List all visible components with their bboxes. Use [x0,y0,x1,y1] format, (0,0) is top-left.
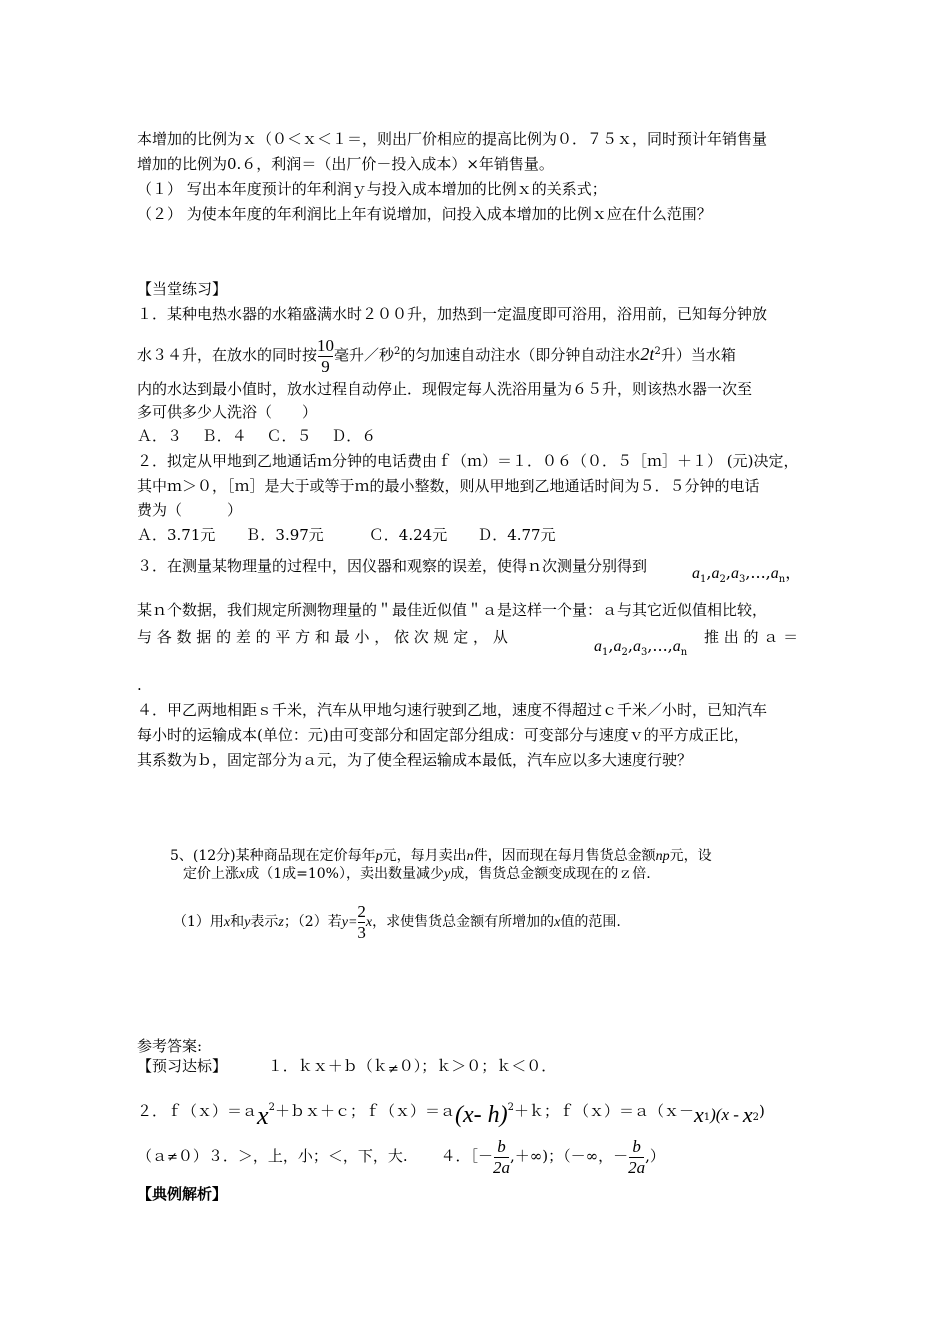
neq-symbol: ≠ [387,1062,399,1077]
text-line: 本增加的比例为ｘ（０＜ｘ＜１＝，则出厂价相应的提高比例为０．７５ｘ，同时预计年销售量 [137,130,768,148]
q5-line [173,891,621,954]
superscript: 2 [507,1102,514,1113]
answers-line [137,1056,556,1080]
answer-text: ,＋∞)；（－∞，－ [510,1147,629,1165]
answers-line [137,1092,765,1134]
fraction-numerator: 10 [317,335,335,355]
q5-text: ；（2）若 [283,914,342,930]
var-n: n [466,849,474,864]
q5-text: 5、(12分)某种商品现在定价每年 [170,848,376,864]
q1-line: 内的水达到最小值时，放水过程自动停止．现假定每人洗浴用量为６５升，则该热水器一次至 [137,380,753,398]
text-line: （２） 为使本年度的年利润比上年有说增加，问投入成本增加的比例ｘ应在什么范围？ [137,205,712,223]
q1-line: 多可供多少人洗浴（ ） [137,403,318,421]
q1-text: 水３４升，在放水的同时按 [137,346,318,364]
preview-tag: 【预习达标】 [137,1057,228,1075]
neq-symbol: ≠ [167,1150,178,1165]
var-x: x [223,915,231,930]
answer-text: ４．［－ [440,1147,493,1165]
q4-line: 每小时的运输成本(单位：元)由可变部分和固定部分组成：可变部分与速度ｖ的平方成正比， [137,726,749,744]
answer-text: ) [759,1102,765,1120]
fraction [317,336,334,377]
answer-text: ＋ｂｘ＋ｃ；ｆ（ｘ）＝ａ [274,1102,455,1120]
equation: y= [341,915,358,930]
q5-line [183,864,651,885]
var-np: np [655,849,670,864]
answer-text: ２．ｆ（ｘ）＝ａ [137,1102,258,1120]
q5-text: 定价上涨 [183,866,239,882]
answers-heading: 参考答案: [137,1037,203,1055]
answer-text: １．ｋｘ＋ｂ（ｋ [267,1057,388,1075]
fraction-denominator: 2a [493,1157,510,1177]
fraction-denominator: 9 [321,356,330,376]
q5-text: 元，设 [669,848,712,864]
var-y: y [244,915,251,930]
var-x1: x [693,1102,704,1127]
vertex-expression: (x- h) [454,1102,508,1128]
q1-text: 的匀加速自动注水（即分钟自动注水 [400,346,641,364]
var-p: p [375,849,383,864]
q3-sequence: $a_1,a_2,a_3,...,a_n$ [594,636,688,659]
fraction-numerator: b [632,1136,641,1156]
q4-line: 其系数为ｂ，固定部分为ａ元，为了使全程运输成本最低，汽车应以多大速度行驶？ [137,751,693,769]
q4-line: ４．甲乙两地相距ｓ千米，汽车从甲地匀速行驶到乙地，速度不得超过ｃ千米／小时，已知汽车 [137,701,768,719]
example-heading: 【典例解析】 [137,1185,228,1203]
q1-line [137,328,736,379]
q5-text: （1）用 [173,914,224,930]
var-x: x [257,1101,269,1130]
q5-text: 成（1成=10%），卖出数量减少 [245,866,444,882]
fraction [357,902,366,943]
q3-line: . [137,676,142,694]
q5-text: 元，每月卖出 [382,848,467,864]
q5-text: 件，因而现在每月售货总金额 [473,848,656,864]
q5-text: 成，售货总金额变成现在的ｚ倍. [450,866,651,882]
q2-line: 其中ｍ＞０，［ｍ］是大于或等于ｍ的最小整数，则从甲地到乙地通话时间为５．５分钟的电话 [137,477,760,495]
factor-expression: )(x - [710,1105,739,1124]
section-heading: 【当堂练习】 [137,280,228,298]
var-x2: x [742,1102,753,1127]
superscript: 2 [268,1102,275,1113]
q3-comma: ， [785,563,802,582]
fraction-denominator: 2a [628,1157,646,1177]
q5-text: 表示 [250,914,279,930]
fraction-numerator: 2 [357,901,366,921]
answer-text: ０）３．＞，上，小；＜，下，大. [177,1147,408,1165]
q3-line: 某ｎ个数据，我们规定所测物理量的＂最佳近似值＂ａ是这样一个量：ａ与其它近似值相比较， [137,601,768,619]
q1-text: 毫升／秒 [334,346,395,364]
q3-line: 与 各 数 据 的 差 的 平 方 和 最 小 ， 依 次 规 定 ， 从 [137,628,508,646]
subscript: 1 [703,1112,711,1123]
answer-text: （ａ [137,1147,168,1165]
q5-text: 和 [230,914,245,930]
answer-text: ,） [645,1147,665,1165]
fraction-numerator: b [497,1136,506,1156]
q1-text: 升）当水箱 [660,346,736,364]
superscript: 2 [394,346,401,357]
answers-line [137,1132,665,1182]
fraction [493,1137,510,1178]
q3-line: ３．在测量某物理量的过程中，因仪器和观察的误差，使得ｎ次测量分别得到 [137,557,648,575]
q2-line: 费为（ ） [137,501,243,519]
text-line: 增加的比例为0.６，利润＝（出厂价－投入成本）×年销售量。 [137,155,554,173]
var-y: y [443,867,451,882]
var-x: x [239,867,246,882]
q3-sequence: $a_1,a_2,a_3,...,a_n$， [692,563,802,586]
q2-options: Ａ．3.71元 Ｂ．3.97元 Ｃ．4.24元 Ｄ．4.77元 [137,526,556,544]
q3-line: 推 出 的 ａ ＝ [704,628,799,646]
subscript: 2 [752,1112,760,1123]
q1-options: Ａ．３ Ｂ．４ Ｃ．５ Ｄ．６ [137,427,377,445]
q5-text: 值的范围. [560,914,621,930]
superscript: 2 [654,346,661,357]
answer-text: ＋ｋ；ｆ（ｘ）＝ａ（ｘ－ [513,1102,694,1120]
math-expression: 2t [640,344,655,364]
q5-text: ，求使售货总金额有所增加的 [372,914,555,930]
var-x: x [365,915,373,930]
fraction [628,1137,645,1178]
text-line: （１） 写出本年度预计的年利润ｙ与投入成本增加的比例ｘ的关系式； [137,180,607,198]
fraction-denominator: 3 [357,922,366,942]
var-x: x [554,915,561,930]
q2-line: ２．拟定从甲地到乙地通话ｍ分钟的电话费由ｆ（ｍ）＝１．０６（０．５［ｍ］＋１） (元)决定， [137,452,799,470]
q1-line: １．某种电热水器的水箱盛满水时２００升，加热到一定温度即可浴用，浴用前，已知每分钟放 [137,305,768,323]
var-z: z [278,915,284,930]
answer-text: ０）；ｋ＞０；ｋ＜０． [398,1057,557,1075]
